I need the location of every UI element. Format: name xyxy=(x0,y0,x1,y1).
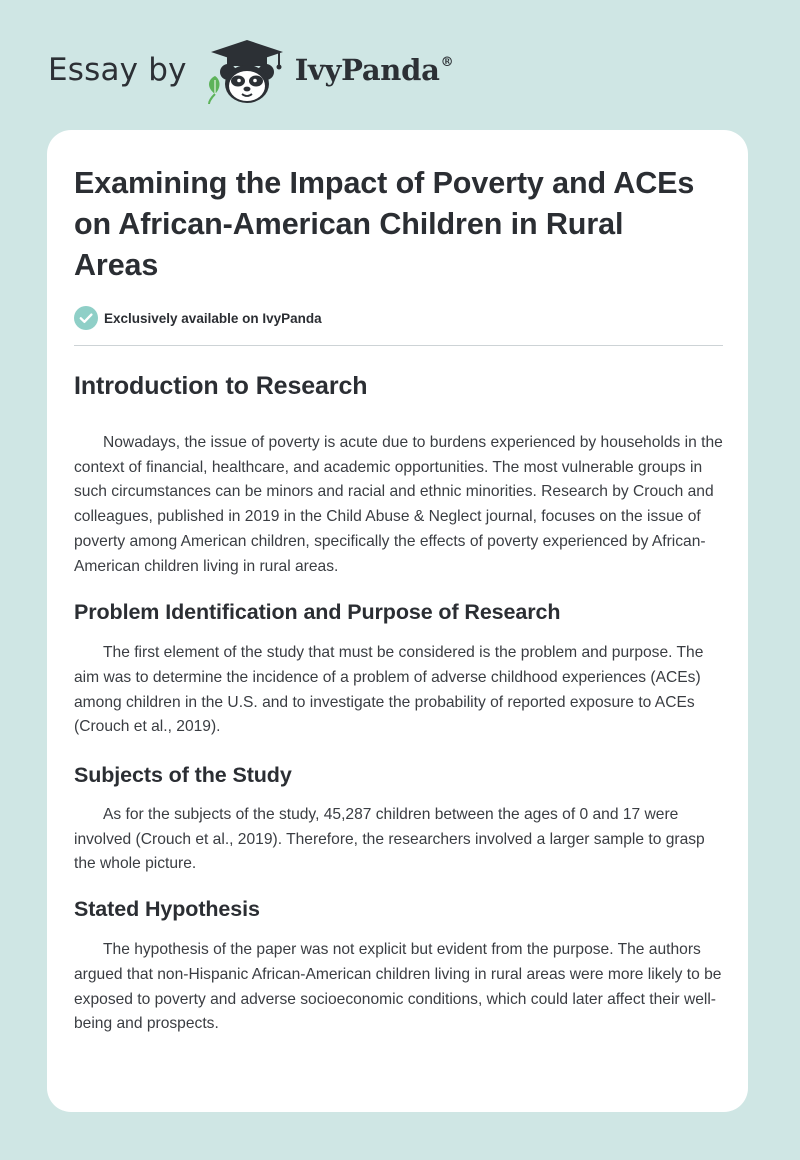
section-heading-subjects: Subjects of the Study xyxy=(74,763,292,788)
section-heading-problem: Problem Identification and Purpose of Research xyxy=(74,600,561,625)
brand-name xyxy=(295,53,454,87)
section-heading-introduction: Introduction to Research xyxy=(74,372,368,400)
page-title: Examining the Impact of Poverty and ACEs on African-American Children in Rural Areas xyxy=(74,166,695,282)
availability-badge xyxy=(74,306,322,330)
section-paragraph-subjects: As for the subjects of the study, 45,287 children between the ages of 0 and 17 were involved (Crouch et al., 2019). Therefore, the researchers involved a larger sample to grasp the whole picture. xyxy=(74,806,705,873)
check-circle-icon xyxy=(74,306,98,330)
brand-name-text: IvyPanda xyxy=(294,53,440,87)
essay-card xyxy=(47,130,748,1112)
brand-header[interactable] xyxy=(48,36,453,108)
section-paragraph-introduction: Nowadays, the issue of poverty is acute due to burdens experienced by households in the context of financial, healthcare, and academic opportunities. The most vulnerable groups in such circumstances can be minors and racial and ethnic minorities. Research by Crouch and colleagues, published in 2019 in the Child Abuse & Neglect journal, focuses on the issue of poverty among American children, specifically the effects of poverty experienced by African-American children living in rural areas. xyxy=(74,434,723,575)
brand-prefix: Essay by xyxy=(48,52,187,88)
essay-body xyxy=(74,366,723,1037)
registered-mark: ® xyxy=(440,55,454,70)
section-paragraph-hypothesis: The hypothesis of the paper was not explicit but evident from the purpose. The authors argued that non-Hispanic African-American children living in rural areas were more likely to be exposed to poverty and adverse socioeconomic conditions, which could later affect their well-being and prospects. xyxy=(74,941,722,1033)
badge-text: Exclusively available on IvyPanda xyxy=(104,310,322,326)
section-heading-hypothesis: Stated Hypothesis xyxy=(74,897,260,922)
title-divider xyxy=(74,345,723,346)
panda-graduation-cap-icon xyxy=(201,36,293,108)
section-paragraph-problem: The first element of the study that must be considered is the problem and purpose. The aim was to determine the incidence of a problem of adverse childhood experiences (ACEs) among children in the U.S. and to investigate the probability of reported exposure to ACEs (Crouch et al., 2019). xyxy=(74,644,704,736)
